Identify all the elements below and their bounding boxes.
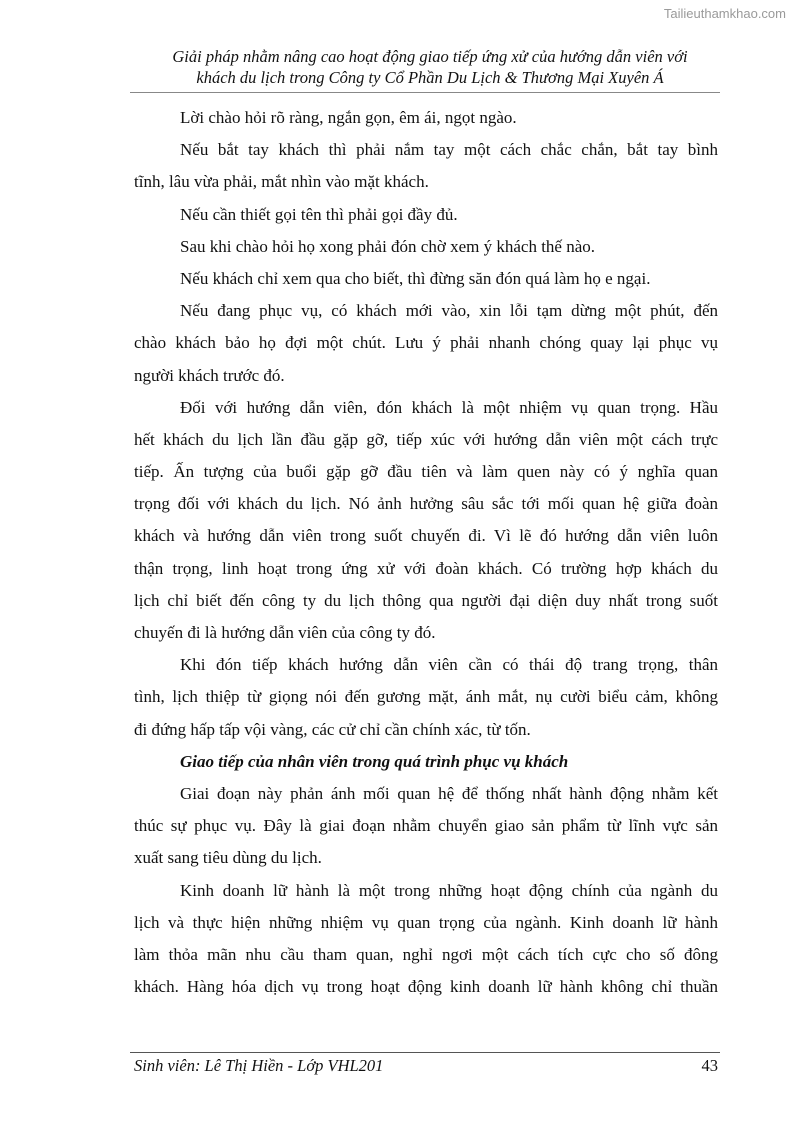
text-line: khách. Hàng hóa dịch vụ trong hoạt động kinh doanh lữ hành không chỉ thuần <box>134 977 718 997</box>
section-heading <box>134 748 718 780</box>
text-line: thúc sự phục vụ. Đây là giai đoạn nhằm chuyển giao sản phẩm từ lĩnh vực sản <box>134 816 718 836</box>
text-line: chào khách bảo họ đợi một chút. Lưu ý phải nhanh chóng quay lại phục vụ <box>134 333 718 353</box>
running-header <box>130 46 730 88</box>
header-line-2: khách du lịch trong Công ty Cổ Phần Du Lịch & Thương Mại Xuyên Á <box>196 68 664 87</box>
text-line: thận trọng, linh hoạt trong ứng xử với đoàn khách. Có trường hợp khách du <box>134 558 718 578</box>
text-line: làm thỏa mãn nhu cầu tham quan, nghỉ ngơi một cách tích cực cho số đông <box>134 944 718 964</box>
text-line: Giai đoạn này phản ánh mối quan hệ để thống nhất hành động nhằm kết <box>180 783 718 803</box>
text-line: hết khách du lịch lần đầu gặp gỡ, tiếp xúc với hướng dẫn viên một cách trực <box>134 429 718 449</box>
page-footer <box>134 1056 718 1076</box>
paragraph <box>134 104 718 136</box>
text-line: Lời chào hỏi rõ ràng, ngắn gọn, êm ái, ngọt ngào. <box>180 108 517 127</box>
paragraph <box>134 265 718 297</box>
text-line: Nếu khách chỉ xem qua cho biết, thì đừng săn đón quá làm họ e ngại. <box>180 268 651 288</box>
text-line: chuyến đi là hướng dẫn viên của công ty đó. <box>134 623 436 642</box>
text-line: Nếu đang phục vụ, có khách mới vào, xin lỗi tạm dừng một phút, đến <box>180 301 718 321</box>
text-line: đi đứng hấp tấp vội vàng, các cử chỉ cần chính xác, từ tốn. <box>134 719 531 739</box>
paragraph <box>134 201 718 233</box>
paragraph <box>134 297 718 394</box>
page-number: 43 <box>701 1056 718 1075</box>
text-line: Khi đón tiếp khách hướng dẫn viên cần có thái độ trang trọng, thân <box>180 655 718 675</box>
text-line: Nếu cần thiết gọi tên thì phải gọi đầy đủ. <box>180 204 458 224</box>
paragraph <box>134 233 718 265</box>
text-line: Sau khi chào hỏi họ xong phải đón chờ xem ý khách thế nào. <box>180 236 596 256</box>
document-body <box>134 104 718 1005</box>
text-line: Đối với hướng dẫn viên, đón khách là một nhiệm vụ quan trọng. Hầu <box>180 397 718 417</box>
footer-divider <box>130 1052 720 1053</box>
watermark: Tailieuthamkhao.com <box>663 6 786 21</box>
paragraph <box>134 136 718 200</box>
footer-student: Sinh viên: Lê Thị Hiền - Lớp VHL201 <box>134 1056 384 1075</box>
paragraph <box>134 651 718 748</box>
text-line: Giao tiếp của nhân viên trong quá trình phục vụ khách <box>180 751 569 771</box>
header-line-1: Giải pháp nhằm nâng cao hoạt động giao tiếp ứng xử của hướng dẫn viên với <box>172 47 688 66</box>
text-line: Nếu bắt tay khách thì phải nắm tay một cách chắc chắn, bắt tay bình <box>180 140 718 160</box>
paragraph <box>134 780 718 877</box>
text-line: tiếp. Ấn tượng của buổi gặp gỡ đầu tiên và làm quen này có ý nghĩa quan <box>134 462 718 482</box>
text-line: tình, lịch thiệp từ giọng nói đến gương mặt, ánh mắt, nụ cười biểu cảm, không <box>134 687 718 707</box>
paragraph <box>134 877 718 1006</box>
header-divider <box>130 92 720 93</box>
text-line: xuất sang tiêu dùng du lịch. <box>134 848 322 868</box>
text-line: lịch và thực hiện những nhiệm vụ quan trọng của ngành. Kinh doanh lữ hành <box>134 912 718 932</box>
text-line: khách và hướng dẫn viên trong suốt chuyến đi. Vì lẽ đó hướng dẫn viên luôn <box>134 526 718 546</box>
text-line: tĩnh, lâu vừa phải, mắt nhìn vào mặt khách. <box>134 172 429 192</box>
text-line: Kinh doanh lữ hành là một trong những hoạt động chính của ngành du <box>180 880 718 900</box>
text-line: người khách trước đó. <box>134 365 285 385</box>
text-line: lịch chỉ biết đến công ty du lịch thông qua người đại diện duy nhất trong suốt <box>134 590 718 610</box>
paragraph <box>134 394 718 652</box>
text-line: trọng đối với khách du lịch. Nó ảnh hưởng sâu sắc tới mối quan hệ giữa đoàn <box>134 494 718 514</box>
